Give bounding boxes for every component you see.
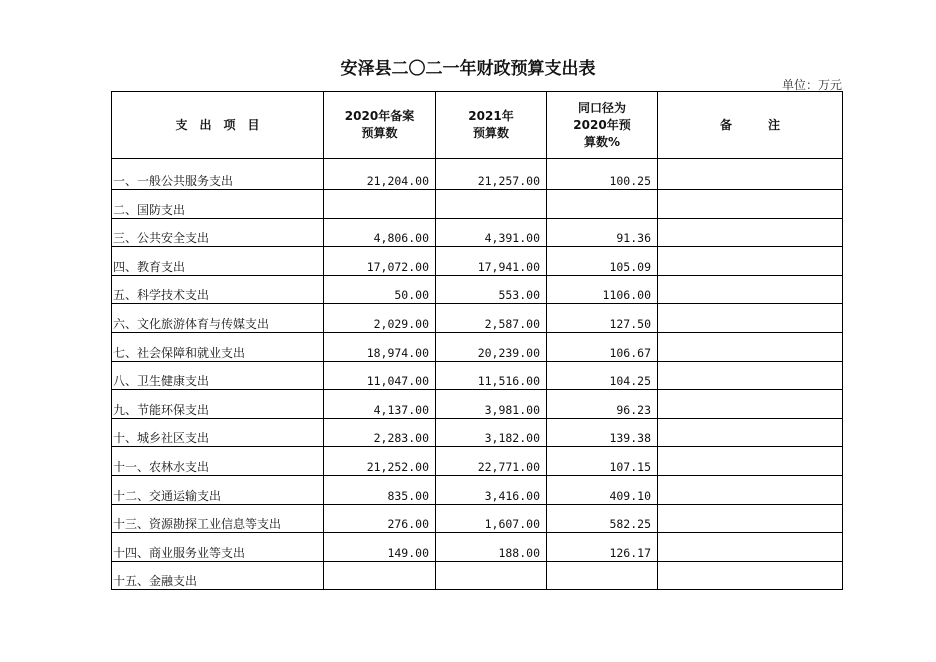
row-budget-2021: 3,981.00 — [436, 390, 547, 419]
header-ratio — [547, 92, 658, 159]
table-row — [112, 218, 843, 247]
row-name: 一、一般公共服务支出 — [112, 159, 324, 190]
row-note — [658, 190, 843, 219]
row-ratio — [547, 561, 658, 590]
row-budget-2020: 17,072.00 — [324, 247, 436, 276]
header-row — [112, 92, 843, 159]
row-budget-2020: 2,283.00 — [324, 418, 436, 447]
row-name: 十五、金融支出 — [112, 561, 324, 590]
table-row — [112, 447, 843, 476]
row-budget-2021: 553.00 — [436, 275, 547, 304]
row-name: 九、节能环保支出 — [112, 390, 324, 419]
header-budget-2021 — [436, 92, 547, 159]
header-budget-2020-text: 2020年备案预算数 — [344, 109, 415, 140]
row-ratio: 582.25 — [547, 504, 658, 533]
row-ratio — [547, 190, 658, 219]
row-budget-2021: 4,391.00 — [436, 218, 547, 247]
header-budget-2021-text: 2021年预算数 — [468, 109, 514, 140]
row-budget-2020: 21,204.00 — [324, 159, 436, 190]
table-row — [112, 247, 843, 276]
header-budget-2020 — [324, 92, 436, 159]
row-note — [658, 275, 843, 304]
row-budget-2020: 4,137.00 — [324, 390, 436, 419]
row-note — [658, 504, 843, 533]
row-note — [658, 247, 843, 276]
row-note — [658, 533, 843, 562]
table-row — [112, 475, 843, 504]
row-name: 十四、商业服务业等支出 — [112, 533, 324, 562]
row-budget-2021: 1,607.00 — [436, 504, 547, 533]
row-note — [658, 390, 843, 419]
row-budget-2021: 20,239.00 — [436, 332, 547, 361]
unit-label: 单位：万元 — [781, 78, 842, 92]
row-budget-2020: 149.00 — [324, 533, 436, 562]
row-ratio: 91.36 — [547, 218, 658, 247]
row-budget-2020: 18,974.00 — [324, 332, 436, 361]
table-row — [112, 561, 843, 590]
row-budget-2021: 21,257.00 — [436, 159, 547, 190]
row-ratio: 107.15 — [547, 447, 658, 476]
row-note — [658, 218, 843, 247]
table-row — [112, 390, 843, 419]
table-row — [112, 418, 843, 447]
row-name: 二、国防支出 — [112, 190, 324, 219]
table-row — [112, 361, 843, 390]
row-name: 五、科学技术支出 — [112, 275, 324, 304]
header-note: 备 注 — [658, 92, 843, 159]
row-ratio: 104.25 — [547, 361, 658, 390]
row-budget-2020 — [324, 190, 436, 219]
row-ratio: 1106.00 — [547, 275, 658, 304]
row-ratio: 100.25 — [547, 159, 658, 190]
row-name: 十三、资源勘探工业信息等支出 — [112, 504, 324, 533]
row-name: 十一、农林水支出 — [112, 447, 324, 476]
row-ratio: 139.38 — [547, 418, 658, 447]
table-row — [112, 332, 843, 361]
row-budget-2021: 2,587.00 — [436, 304, 547, 333]
row-budget-2020: 50.00 — [324, 275, 436, 304]
row-budget-2020: 835.00 — [324, 475, 436, 504]
row-budget-2020: 21,252.00 — [324, 447, 436, 476]
row-ratio: 126.17 — [547, 533, 658, 562]
row-ratio: 105.09 — [547, 247, 658, 276]
row-budget-2020: 4,806.00 — [324, 218, 436, 247]
row-note — [658, 561, 843, 590]
row-budget-2021: 3,416.00 — [436, 475, 547, 504]
row-name: 六、文化旅游体育与传媒支出 — [112, 304, 324, 333]
row-name: 八、卫生健康支出 — [112, 361, 324, 390]
row-note — [658, 332, 843, 361]
row-name: 四、教育支出 — [112, 247, 324, 276]
header-ratio-text: 同口径为2020年预算数% — [573, 100, 631, 149]
row-budget-2020: 276.00 — [324, 504, 436, 533]
row-note — [658, 159, 843, 190]
row-budget-2021: 3,182.00 — [436, 418, 547, 447]
row-name: 十、城乡社区支出 — [112, 418, 324, 447]
row-budget-2021: 188.00 — [436, 533, 547, 562]
row-budget-2021: 17,941.00 — [436, 247, 547, 276]
row-budget-2020: 11,047.00 — [324, 361, 436, 390]
page-title: 安泽县二〇二一年财政预算支出表 — [340, 59, 596, 79]
row-ratio: 127.50 — [547, 304, 658, 333]
row-budget-2020 — [324, 561, 436, 590]
table-row — [112, 159, 843, 190]
row-budget-2020: 2,029.00 — [324, 304, 436, 333]
row-ratio: 96.23 — [547, 390, 658, 419]
row-note — [658, 418, 843, 447]
table-row — [112, 304, 843, 333]
header-item: 支 出 项 目 — [112, 92, 324, 159]
row-budget-2021: 11,516.00 — [436, 361, 547, 390]
table-row — [112, 533, 843, 562]
row-ratio: 106.67 — [547, 332, 658, 361]
row-name: 十二、交通运输支出 — [112, 475, 324, 504]
row-note — [658, 447, 843, 476]
table-row — [112, 275, 843, 304]
row-note — [658, 361, 843, 390]
row-budget-2021 — [436, 190, 547, 219]
table-row — [112, 190, 843, 219]
row-ratio: 409.10 — [547, 475, 658, 504]
budget-table — [111, 91, 843, 590]
row-budget-2021 — [436, 561, 547, 590]
row-note — [658, 304, 843, 333]
row-budget-2021: 22,771.00 — [436, 447, 547, 476]
table-row — [112, 504, 843, 533]
row-note — [658, 475, 843, 504]
row-name: 七、社会保障和就业支出 — [112, 332, 324, 361]
row-name: 三、公共安全支出 — [112, 218, 324, 247]
